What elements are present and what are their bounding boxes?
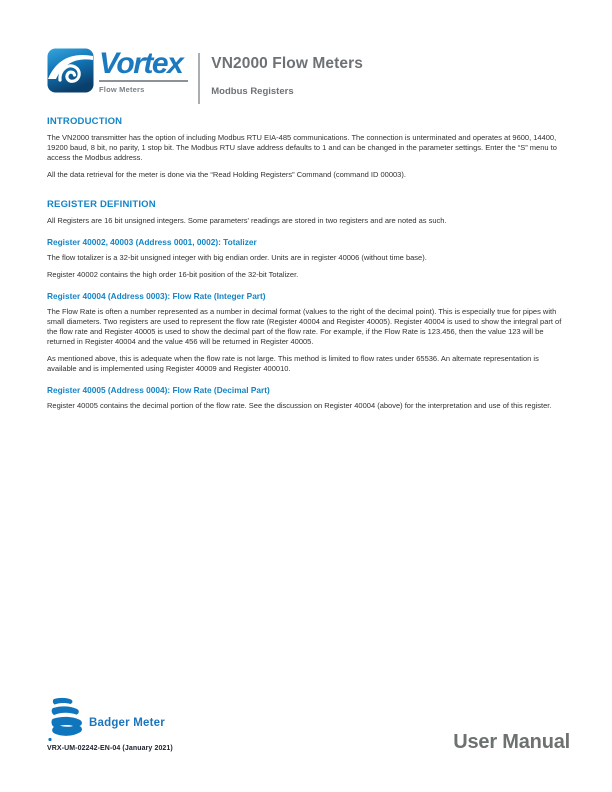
vortex-logo: [47, 48, 188, 94]
register-definition-paragraph: All Registers are 16 bit unsigned integers. Some parameters' readings are stored in two registers and are noted as such.: [47, 216, 447, 225]
badger-meter-flag-icon: [46, 697, 84, 743]
page-header: [47, 48, 570, 104]
register-definition-heading: REGISTER DEFINITION: [47, 199, 156, 210]
register-40002-paragraph: Register 40002 contains the high order 16-bit position of the 32-bit Totalizer.: [47, 270, 299, 279]
register-40004-paragraph: The Flow Rate is often a number represented as a number in decimal format (values to the right of the decimal point). This is especially true for pipes with small diameters. Two registers are used to represent the flow rate (Register 40004 and Register 40005). Register 40004 is used to show the integral part of the flow rate and Register 40005 is used to show the decimal part of the flow rate. For example, if the Flow Rate is 123.456, then the value 123 will be returned in Register 40004 and the value 456 will be returned in Register 40005.: [47, 307, 562, 346]
introduction-paragraph: All the data retrieval for the meter is done via the “Read Holding Registers” Command (command ID 00003).: [47, 170, 406, 179]
vortex-brand-tagline: Flow Meters: [99, 85, 145, 94]
document-code: VRX-UM-02242-EN-04 (January 2021): [47, 745, 173, 752]
doc-subtitle: Modbus Registers: [211, 86, 294, 97]
register-40005-heading: Register 40005 (Address 0004): Flow Rate (Decimal Part): [47, 385, 270, 395]
register-definition-section: [47, 200, 567, 411]
register-40002-paragraph: The flow totalizer is a 32-bit unsigned integer with big endian order. Units are in register 40006 (without time base).: [47, 253, 427, 262]
vortex-wave-icon: [47, 48, 94, 93]
introduction-section: [47, 117, 567, 180]
register-40002-heading: Register 40002, 40003 (Address 0001, 0002): Totalizer: [47, 237, 257, 247]
user-manual-label: User Manual: [453, 731, 570, 753]
vortex-brand-name: Vortex: [99, 48, 188, 82]
register-40004-paragraph: As mentioned above, this is adequate when the flow rate is not large. This method is limited to flow rates under 65536. An alternate representation is available and is implemented using Register 40009 and Register 400010.: [47, 354, 539, 373]
doc-titles: [211, 48, 363, 97]
register-40004-heading: Register 40004 (Address 0003): Flow Rate (Integer Part): [47, 291, 266, 301]
badger-meter-brand-name: Badger Meter: [89, 717, 165, 729]
badger-meter-logo: [46, 697, 165, 743]
register-40005-paragraph: Register 40005 contains the decimal portion of the flow rate. See the discussion on Register 40004 (above) for the interpretation and use of this register.: [47, 401, 552, 410]
introduction-paragraph: The VN2000 transmitter has the option of including Modbus RTU EIA-485 communications. The connection is unterminated and operates at 9600, 14400, 19200 baud, 8 bit, no parity, 1 stop bit. The Modbus RTU slave address defaults to 1 and can be changed in the parameter settings. Enter the “S” menu to access the Modbus address.: [47, 133, 557, 162]
doc-title: VN2000 Flow Meters: [211, 55, 363, 72]
header-divider: [198, 53, 200, 104]
document-body: [47, 117, 567, 418]
introduction-heading: INTRODUCTION: [47, 116, 123, 127]
